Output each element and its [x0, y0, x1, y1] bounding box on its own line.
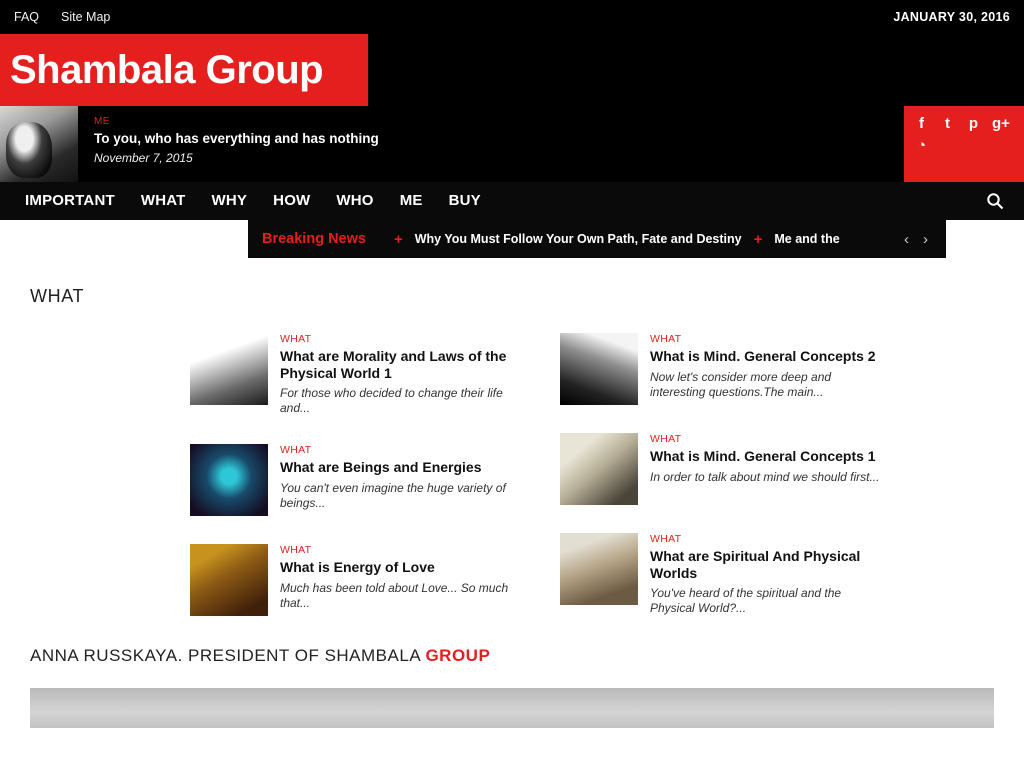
post-title[interactable]: What are Spiritual And Physical Worlds — [650, 548, 861, 581]
twitter-icon[interactable]: t — [945, 115, 950, 132]
site-logo[interactable] — [0, 34, 368, 106]
topbar-link-faq[interactable]: FAQ — [14, 10, 40, 24]
post-thumbnail[interactable] — [190, 544, 268, 616]
section-heading-accent: GROUP — [425, 646, 491, 666]
featured-post-title[interactable]: To you, who has everything and has nothing — [94, 131, 379, 146]
social-row-primary — [914, 116, 1024, 131]
post-excerpt: You've heard of the spiritual and the Physical World?... — [650, 586, 842, 616]
post-column-left — [190, 333, 510, 616]
top-utility-bar — [0, 0, 1024, 34]
section-heading-text: ANNA RUSSKAYA. PRESIDENT OF SHAMBALA — [30, 646, 426, 666]
post-thumbnail[interactable] — [560, 333, 638, 405]
hero-image — [30, 688, 994, 728]
search-icon[interactable] — [976, 182, 1014, 220]
post-title[interactable]: What is Energy of Love — [280, 559, 435, 576]
nav-item-important[interactable]: IMPORTANT — [25, 192, 115, 209]
chevron-right-icon[interactable]: › — [923, 230, 928, 248]
post-body — [650, 533, 880, 616]
breaking-news-item-2[interactable]: Me and the — [774, 232, 840, 246]
post-excerpt: For those who decided to change their life and... — [280, 386, 503, 416]
post-category[interactable]: WHAT — [280, 333, 312, 345]
post-body — [280, 444, 510, 516]
featured-post-text — [78, 106, 379, 182]
breaking-news-item-1[interactable]: Why You Must Follow Your Own Path, Fate and Destiny — [414, 232, 742, 246]
post-body — [280, 544, 510, 616]
list-item — [560, 333, 880, 405]
nav-item-buy[interactable]: BUY — [448, 192, 481, 209]
post-excerpt: You can't even imagine the huge variety of beings... — [280, 480, 506, 510]
top-links — [14, 10, 110, 24]
featured-post-strip — [0, 106, 1024, 182]
post-thumbnail[interactable] — [190, 444, 268, 516]
pinterest-icon[interactable]: p — [968, 115, 979, 132]
breaking-news-wrap — [0, 220, 1024, 258]
featured-post-date: November 7, 2015 — [94, 151, 193, 165]
section-heading-president — [30, 646, 1024, 666]
featured-post-thumbnail[interactable] — [0, 106, 78, 182]
chevron-left-icon[interactable]: ‹ — [904, 230, 909, 248]
post-thumbnail[interactable] — [190, 333, 268, 405]
nav-item-why[interactable]: WHY — [211, 192, 248, 209]
post-title[interactable]: What are Beings and Energies — [280, 459, 482, 476]
post-category[interactable]: WHAT — [650, 333, 682, 345]
post-excerpt: Now let's consider more deep and interesting questions.The main... — [650, 369, 832, 399]
nav-item-how[interactable]: HOW — [273, 192, 311, 209]
post-category[interactable]: WHAT — [280, 544, 312, 557]
rss-icon[interactable]: ◔ — [916, 137, 927, 154]
googleplus-icon[interactable]: g+ — [992, 115, 1010, 132]
post-title[interactable]: What is Mind. General Concepts 2 — [650, 348, 876, 364]
post-body — [650, 333, 880, 405]
post-category[interactable]: WHAT — [650, 433, 682, 445]
featured-post-category[interactable]: ME — [94, 116, 110, 127]
list-item — [560, 433, 880, 505]
social-row-secondary — [914, 138, 1024, 153]
masthead — [0, 34, 1024, 106]
list-item — [190, 333, 510, 416]
post-column-right — [560, 333, 880, 616]
post-thumbnail[interactable] — [560, 533, 638, 605]
nav-item-what[interactable]: WHAT — [140, 192, 186, 209]
post-excerpt: Much has been told about Love... So much that... — [280, 580, 509, 610]
list-item — [190, 444, 510, 516]
post-title[interactable]: What is Mind. General Concepts 1 — [650, 448, 876, 464]
post-excerpt: In order to talk about mind we should first... — [650, 469, 880, 484]
nav-item-me[interactable]: ME — [399, 192, 423, 209]
facebook-icon[interactable]: f — [919, 115, 924, 132]
breaking-news-arrows — [904, 220, 928, 258]
plus-icon: + — [393, 230, 403, 248]
page-title: WHAT — [30, 286, 85, 306]
post-body — [280, 333, 510, 416]
post-category[interactable]: WHAT — [280, 444, 312, 457]
list-item — [560, 533, 880, 616]
social-links — [904, 106, 1024, 182]
breaking-news-label: Breaking News — [262, 231, 366, 247]
topbar-link-site-map[interactable]: Site Map — [61, 10, 111, 24]
breaking-news-items — [382, 231, 840, 248]
post-title[interactable]: What are Morality and Laws of the Physical World 1 — [280, 348, 507, 381]
site-logo-text: Shambala Group — [10, 48, 324, 92]
post-thumbnail[interactable] — [560, 433, 638, 505]
current-date: JANUARY 30, 2016 — [893, 10, 1010, 24]
post-body — [650, 433, 880, 505]
breaking-news-bar — [248, 220, 946, 258]
post-category[interactable]: WHAT — [650, 533, 682, 545]
plus-icon: + — [753, 230, 763, 248]
list-item — [190, 544, 510, 616]
post-grid — [190, 333, 890, 616]
nav-item-who[interactable]: WHO — [336, 192, 374, 209]
main-navigation — [0, 182, 1024, 220]
